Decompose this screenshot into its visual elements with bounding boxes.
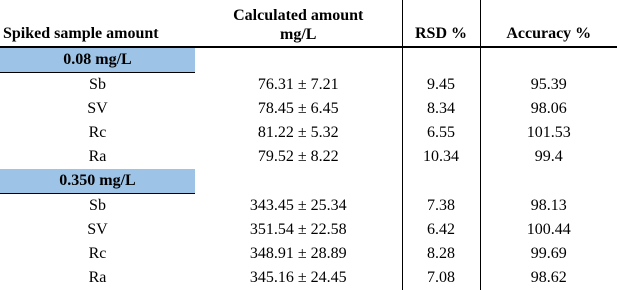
accuracy-value: 101.53 [526, 124, 571, 141]
sample-name: Sb [89, 197, 106, 214]
group-label: 0.08 mg/L [0, 47, 195, 73]
accuracy-value: 99.4 [534, 148, 563, 165]
table-row [0, 97, 617, 121]
calculated-amount: 343.45 ± 25.34 [195, 194, 402, 219]
group-empty-cell [195, 169, 402, 194]
calculated-amount: 79.52 ± 8.22 [195, 145, 402, 169]
calculated-amount: 348.91 ± 28.89 [195, 242, 402, 266]
sample-name: SV [87, 221, 108, 238]
table-row [0, 242, 617, 266]
sample-name: Ra [88, 269, 107, 286]
header-accuracy: Accuracy % [480, 0, 617, 47]
sample-name: Sb [89, 76, 106, 93]
rsd-value: 6.42 [402, 218, 480, 242]
rsd-value: 10.34 [402, 145, 480, 169]
accuracy-value: 98.13 [530, 196, 567, 214]
header-rsd: RSD % [402, 0, 480, 47]
group-empty-cell [402, 47, 480, 73]
header-spiked-sample-amount: Spiked sample amount [0, 0, 195, 47]
sample-name: Ra [88, 148, 107, 165]
calculated-amount: 76.31 ± 7.21 [195, 73, 402, 98]
group-row [0, 47, 617, 73]
table-row [0, 145, 617, 169]
header-calculated-amount [195, 0, 402, 47]
group-empty-cell [480, 47, 617, 73]
accuracy-value: 98.06 [530, 100, 567, 117]
calculated-amount: 345.16 ± 24.45 [195, 266, 402, 290]
header-row [0, 0, 617, 47]
group-empty-cell [195, 47, 402, 73]
header-calculated-amount-unit: mg/L [280, 26, 317, 43]
group-empty-cell [402, 169, 480, 194]
sample-name: Rc [88, 245, 107, 262]
rsd-value: 7.08 [402, 266, 480, 290]
rsd-value: 6.55 [402, 121, 480, 145]
calculated-amount: 351.54 ± 22.58 [195, 218, 402, 242]
table-row [0, 194, 617, 219]
group-label: 0.350 mg/L [0, 169, 195, 194]
table-row [0, 218, 617, 242]
group-empty-cell [480, 169, 617, 194]
accuracy-value: 99.69 [530, 245, 567, 262]
accuracy-value: 100.44 [526, 221, 571, 238]
sample-name: Rc [88, 124, 107, 141]
accuracy-value: 98.62 [530, 269, 567, 286]
header-calculated-amount-line1: Calculated amount [233, 7, 364, 24]
rsd-value: 9.45 [402, 73, 480, 98]
group-row [0, 169, 617, 194]
rsd-value: 8.28 [402, 242, 480, 266]
calculated-amount: 78.45 ± 6.45 [195, 97, 402, 121]
calculated-amount: 81.22 ± 5.32 [195, 121, 402, 145]
rsd-value: 8.34 [402, 97, 480, 121]
accuracy-value: 95.39 [530, 75, 567, 93]
table-row [0, 266, 617, 290]
table-row [0, 73, 617, 98]
table-row [0, 121, 617, 145]
rsd-value: 7.38 [402, 194, 480, 219]
sample-name: SV [87, 100, 108, 117]
